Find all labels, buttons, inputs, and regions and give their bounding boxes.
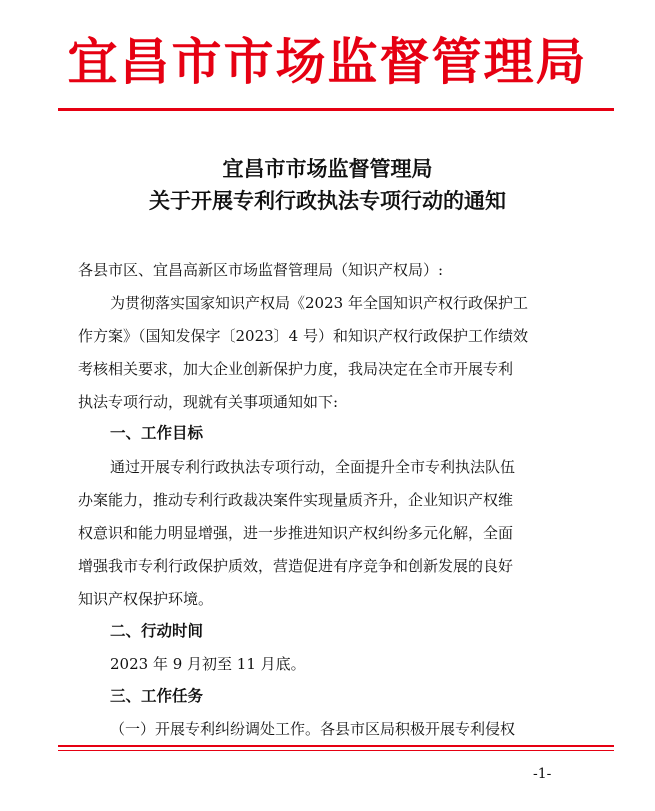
intro-line: 考核相关要求，加大企业创新保护力度，我局决定在全市开展专利 xyxy=(78,360,514,378)
section-body-line: 2023 年 9 月初至 11 月底。 xyxy=(110,655,306,673)
section-body-line: 办案能力，推动专利行政裁决案件实现量质齐升，企业知识产权维 xyxy=(78,491,514,509)
letterhead-title: 宜昌市市场监督管理局 xyxy=(67,33,588,91)
section-heading: 二、行动时间 xyxy=(110,622,204,640)
section-body-line: 增强我市专利行政保护质效，营造促进有序竞争和创新发展的良好 xyxy=(78,557,514,575)
section-body-line: 权意识和能力明显增强，进一步推进知识产权纠纷多元化解，全面 xyxy=(78,524,514,542)
document-title-line1: 宜昌市市场监督管理局 xyxy=(222,156,433,181)
section-body-line: （一）开展专利纠纷调处工作。各县市区局积极开展专利侵权 xyxy=(110,720,516,738)
intro-line: 作方案》（国知发保字〔2023〕4 号）和知识产权行政保护工作绩效 xyxy=(78,327,528,345)
section-body-line: 通过开展专利行政执法专项行动，全面提升全市专利执法队伍 xyxy=(110,458,516,476)
footer-divider-thick xyxy=(58,745,614,747)
letterhead-divider xyxy=(58,108,614,111)
section-heading: 三、工作任务 xyxy=(110,687,204,705)
section-heading: 一、工作目标 xyxy=(110,424,204,442)
page-number: -1- xyxy=(533,766,552,782)
document-title-line2: 关于开展专利行政执法专项行动的通知 xyxy=(149,188,506,213)
section-body-line: 知识产权保护环境。 xyxy=(78,590,214,608)
salutation: 各县市区、宜昌高新区市场监督管理局（知识产权局）: xyxy=(78,261,444,279)
intro-line: 执法专项行动，现就有关事项通知如下: xyxy=(78,393,339,411)
intro-line: 为贯彻落实国家知识产权局《2023 年全国知识产权行政保护工 xyxy=(110,294,528,312)
footer-divider-thin xyxy=(58,750,614,751)
